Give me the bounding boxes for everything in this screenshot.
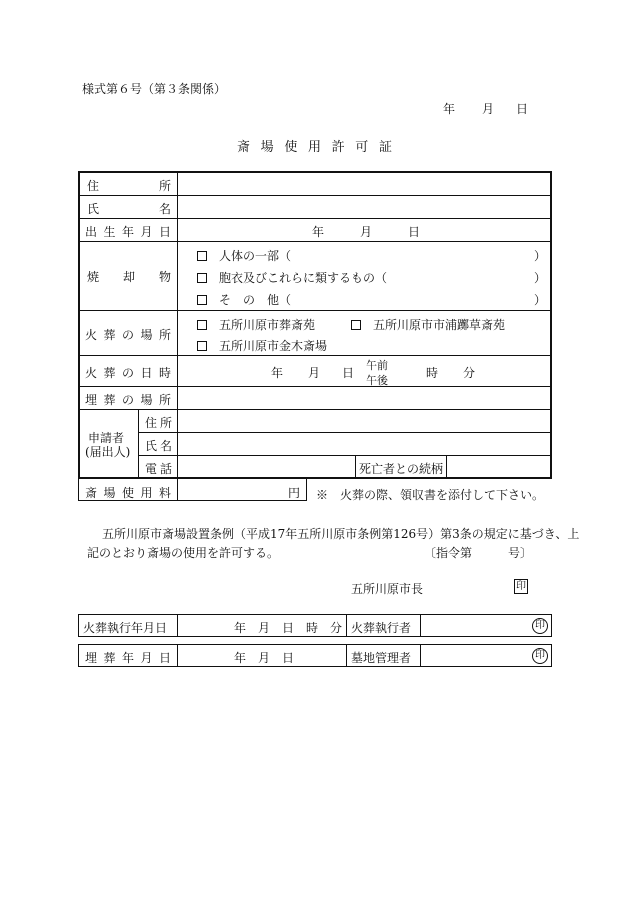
checkbox-icon[interactable] bbox=[351, 320, 361, 330]
statement-line-2: 記のとおり斎場の使用を許可する。 bbox=[87, 546, 280, 560]
applicant-address-field[interactable] bbox=[178, 410, 550, 432]
checkbox-icon[interactable] bbox=[197, 341, 207, 351]
applicant-phone-label: 電 話 bbox=[145, 462, 172, 476]
place-option-sousaien[interactable]: 五所川原市葬斎苑 bbox=[197, 316, 315, 333]
cremation-datetime-label: 火 葬 の 日 時 bbox=[85, 366, 171, 380]
exec-hour-unit: 時 bbox=[306, 621, 319, 635]
checkbox-icon[interactable] bbox=[197, 273, 207, 283]
burial-day-unit: 日 bbox=[282, 651, 295, 665]
address-field[interactable] bbox=[178, 173, 550, 195]
directive-number: 〔指令第 号〕 bbox=[424, 546, 533, 560]
cremation-day-unit: 日 bbox=[342, 366, 355, 380]
title-char: 斎 bbox=[237, 140, 251, 155]
row-divider bbox=[79, 310, 551, 311]
checkbox-icon[interactable] bbox=[197, 320, 207, 330]
relation-label: 死亡者との続柄 bbox=[359, 462, 444, 476]
close-paren: ） bbox=[534, 293, 547, 307]
seal-icon: 印 bbox=[532, 618, 548, 634]
birth-day-unit: 日 bbox=[408, 225, 421, 239]
relation-field[interactable] bbox=[447, 456, 550, 478]
issue-year: 年 bbox=[443, 102, 456, 116]
close-paren: ） bbox=[534, 249, 547, 263]
birth-year-unit: 年 bbox=[312, 225, 325, 239]
col-divider bbox=[138, 409, 139, 478]
burn-option-placenta[interactable]: 胞衣及びこれらに類するもの（ bbox=[197, 269, 387, 286]
applicant-sublabel: (届出人) bbox=[85, 445, 131, 459]
burial-place-label: 埋 葬 の 場 所 bbox=[85, 393, 171, 407]
burn-option-other[interactable]: そ の 他（ bbox=[197, 291, 291, 308]
cremation-minute-unit: 分 bbox=[463, 366, 476, 380]
fee-label: 斎 場 使 用 料 bbox=[85, 486, 171, 500]
seal-icon: 印 bbox=[516, 581, 526, 592]
birthdate-label: 出 生 年 月 日 bbox=[85, 225, 171, 239]
checkbox-icon[interactable] bbox=[197, 295, 207, 305]
address-label: 住 所 bbox=[87, 179, 171, 193]
document-title bbox=[237, 136, 392, 155]
title-char: 用 bbox=[307, 140, 321, 155]
burn-item-label: 焼 却 物 bbox=[87, 270, 171, 284]
exec-minute-unit: 分 bbox=[330, 621, 343, 635]
title-char: 証 bbox=[378, 140, 392, 155]
yen-unit: 円 bbox=[288, 486, 301, 500]
manager-seal bbox=[532, 647, 548, 664]
issue-day: 日 bbox=[516, 102, 529, 116]
close-paren: ） bbox=[534, 271, 547, 285]
title-char: 使 bbox=[284, 140, 298, 155]
cremation-hour-unit: 時 bbox=[426, 366, 439, 380]
applicant-phone-field[interactable] bbox=[178, 456, 355, 478]
cremation-year-unit: 年 bbox=[271, 366, 284, 380]
cremation-datetime-field[interactable] bbox=[178, 356, 550, 386]
name-label: 氏 名 bbox=[87, 202, 171, 216]
checkbox-icon[interactable] bbox=[197, 251, 207, 261]
pm-label: 午後 bbox=[366, 374, 388, 387]
burial-date-label: 埋 葬 年 月 日 bbox=[85, 651, 171, 665]
executor-label: 火葬執行者 bbox=[351, 621, 412, 635]
executor-seal bbox=[532, 617, 548, 634]
exec-day-unit: 日 bbox=[282, 621, 295, 635]
name-field[interactable] bbox=[178, 196, 550, 218]
col-divider bbox=[346, 645, 347, 666]
row-divider bbox=[79, 241, 551, 242]
form-number: 様式第６号（第３条関係） bbox=[82, 82, 227, 96]
burial-month-unit: 月 bbox=[258, 651, 271, 665]
am-label: 午前 bbox=[366, 359, 388, 372]
mayor-seal bbox=[514, 578, 528, 594]
applicant-name-field[interactable] bbox=[178, 433, 550, 455]
statement-line-1: 五所川原市斎場設置条例（平成17年五所川原市条例第126号）第3条の規定に基づき、上 bbox=[102, 527, 580, 541]
burial-place-field[interactable] bbox=[178, 387, 550, 409]
execution-date-label: 火葬執行年月日 bbox=[83, 621, 168, 635]
cemetery-manager-label: 墓地管理者 bbox=[351, 651, 412, 665]
cremation-month-unit: 月 bbox=[308, 366, 321, 380]
cremation-place-label: 火 葬 の 場 所 bbox=[85, 328, 171, 342]
applicant-label: 申請者 bbox=[88, 431, 125, 445]
place-option-kanagi[interactable]: 五所川原市金木斎場 bbox=[197, 337, 327, 354]
burn-option-body-part[interactable]: 人体の一部（ bbox=[197, 247, 291, 264]
title-char: 許 bbox=[331, 140, 345, 155]
applicant-address-label: 住 所 bbox=[145, 416, 172, 430]
col-divider bbox=[346, 615, 347, 636]
place-option-shiura[interactable]: 五所川原市市浦躑草斎苑 bbox=[351, 316, 505, 333]
exec-year-unit: 年 bbox=[234, 621, 247, 635]
seal-icon: 印 bbox=[532, 648, 548, 664]
mayor-title: 五所川原市長 bbox=[351, 582, 424, 596]
fee-field[interactable] bbox=[178, 479, 306, 500]
burial-year-unit: 年 bbox=[234, 651, 247, 665]
birth-month-unit: 月 bbox=[360, 225, 373, 239]
exec-month-unit: 月 bbox=[258, 621, 271, 635]
receipt-note: ※ 火葬の際、領収書を添付して下さい。 bbox=[316, 488, 545, 502]
col-divider bbox=[355, 455, 356, 478]
issue-month: 月 bbox=[482, 102, 495, 116]
title-char: 可 bbox=[355, 140, 369, 155]
title-char: 場 bbox=[260, 140, 274, 155]
applicant-name-label: 氏 名 bbox=[145, 439, 172, 453]
